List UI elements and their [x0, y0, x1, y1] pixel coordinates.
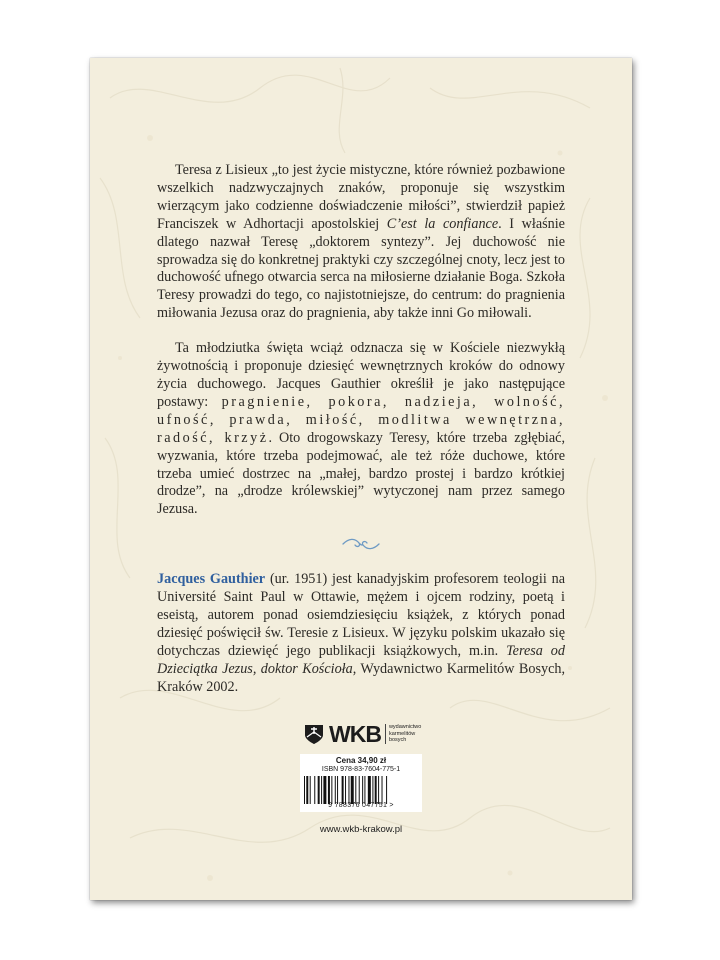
price-label: Cena 34,90 zł — [335, 756, 387, 765]
attitudes-list: pragnienie, pokora, nadzieja, wolność, ufność, prawda, miłość, modlitwa wewnętrzna, radość, krzyż — [157, 393, 565, 446]
publisher-subtitle: wydawnictwo karmelitów bosych — [385, 724, 421, 744]
book-back-cover — [90, 58, 632, 900]
author-name: Jacques Gauthier — [157, 571, 266, 588]
book-title: Teresa od Dzieciątka Jezus, doktor Kościoła — [157, 642, 565, 677]
barcode-icon — [304, 776, 418, 804]
flourish-icon — [341, 537, 381, 551]
blurb-text — [157, 162, 565, 696]
carmelite-shield-icon — [303, 723, 325, 745]
author-bio: Jacques Gauthier (ur. 1951) jest kanadyjskim profesorem teologii na Université Saint Paul w Ottawie, mężem i ojcem rodziny, poetą i eseistą, autorem ponad osiemdziesięciu książek, z których ponad dziesięć poświęcił św. Teresie z Lisieux. W języku polskim ukazało się dotychczas dziewięć jego publikacji książkowych, m.in. Teresa od Dzieciątka Jezus, doktor Kościoła, Wydawnictwo Karmelitów Bosych, Kraków 2002. — [157, 571, 566, 695]
isbn-label: ISBN 978-83-7604-775-1 — [321, 766, 401, 773]
ornament-divider — [157, 537, 565, 557]
adhortation-title: C’est la confiance — [386, 215, 499, 232]
publisher-logo — [303, 720, 428, 748]
website-url: www.wkb-krakow.pl — [319, 824, 403, 835]
publisher-wordmark: WKB — [329, 720, 381, 747]
barcode-label — [300, 754, 422, 812]
blurb-paragraph-2: Ta młodziutka święta wciąż odznacza się w Kościele niezwykłą żywotnością i proponuje dziesięć wewnętrznych kroków do odnowy życia duchowego. Jacques Gauthier określił je jako następujące postawy: pragnienie, pokora, nadzieja, wolność, ufność, prawda, miłość, modlitwa wewnętrzna, radość, krzyż. Oto drogowskazy Teresy, które trzeba zgłębiać, wyzwania, które trzeba podejmować, ale też róże duchowe, które trzeba umieć dostrzec na „małej, bardzo prostej i bardzo krótkiej drodze”, na „drodze królewskiej” wytyczonej nam przez samego Jezusa. — [157, 340, 565, 518]
blurb-paragraph-1: Teresa z Lisieux „to jest życie mistyczne, które również pozbawione wszelkich nadzwyczajnych znaków, proponuje się wszystkim wierzącym jako codzienne doświadczenie miłości”, stwierdził papież Franciszek w Adhortacji apostolskiej C’est la confiance. I właśnie dlatego nazwał Teresę „doktorem syntezy”. Jej duchowość nie sprowadza się do konkretnej praktyki czy szczególnej cnoty, lecz jest to duchowość ufnego otwarcia serca na miłosierne działanie Boga. Szkoła Teresy prowadzi do tego, co najistotniejsze, do centrum: do pragnienia miłowania Jezusa oraz do pragnienia, aby także inni Go miłowali. — [157, 162, 565, 322]
barcode-digits: 9 788376 047751 > — [328, 802, 394, 809]
